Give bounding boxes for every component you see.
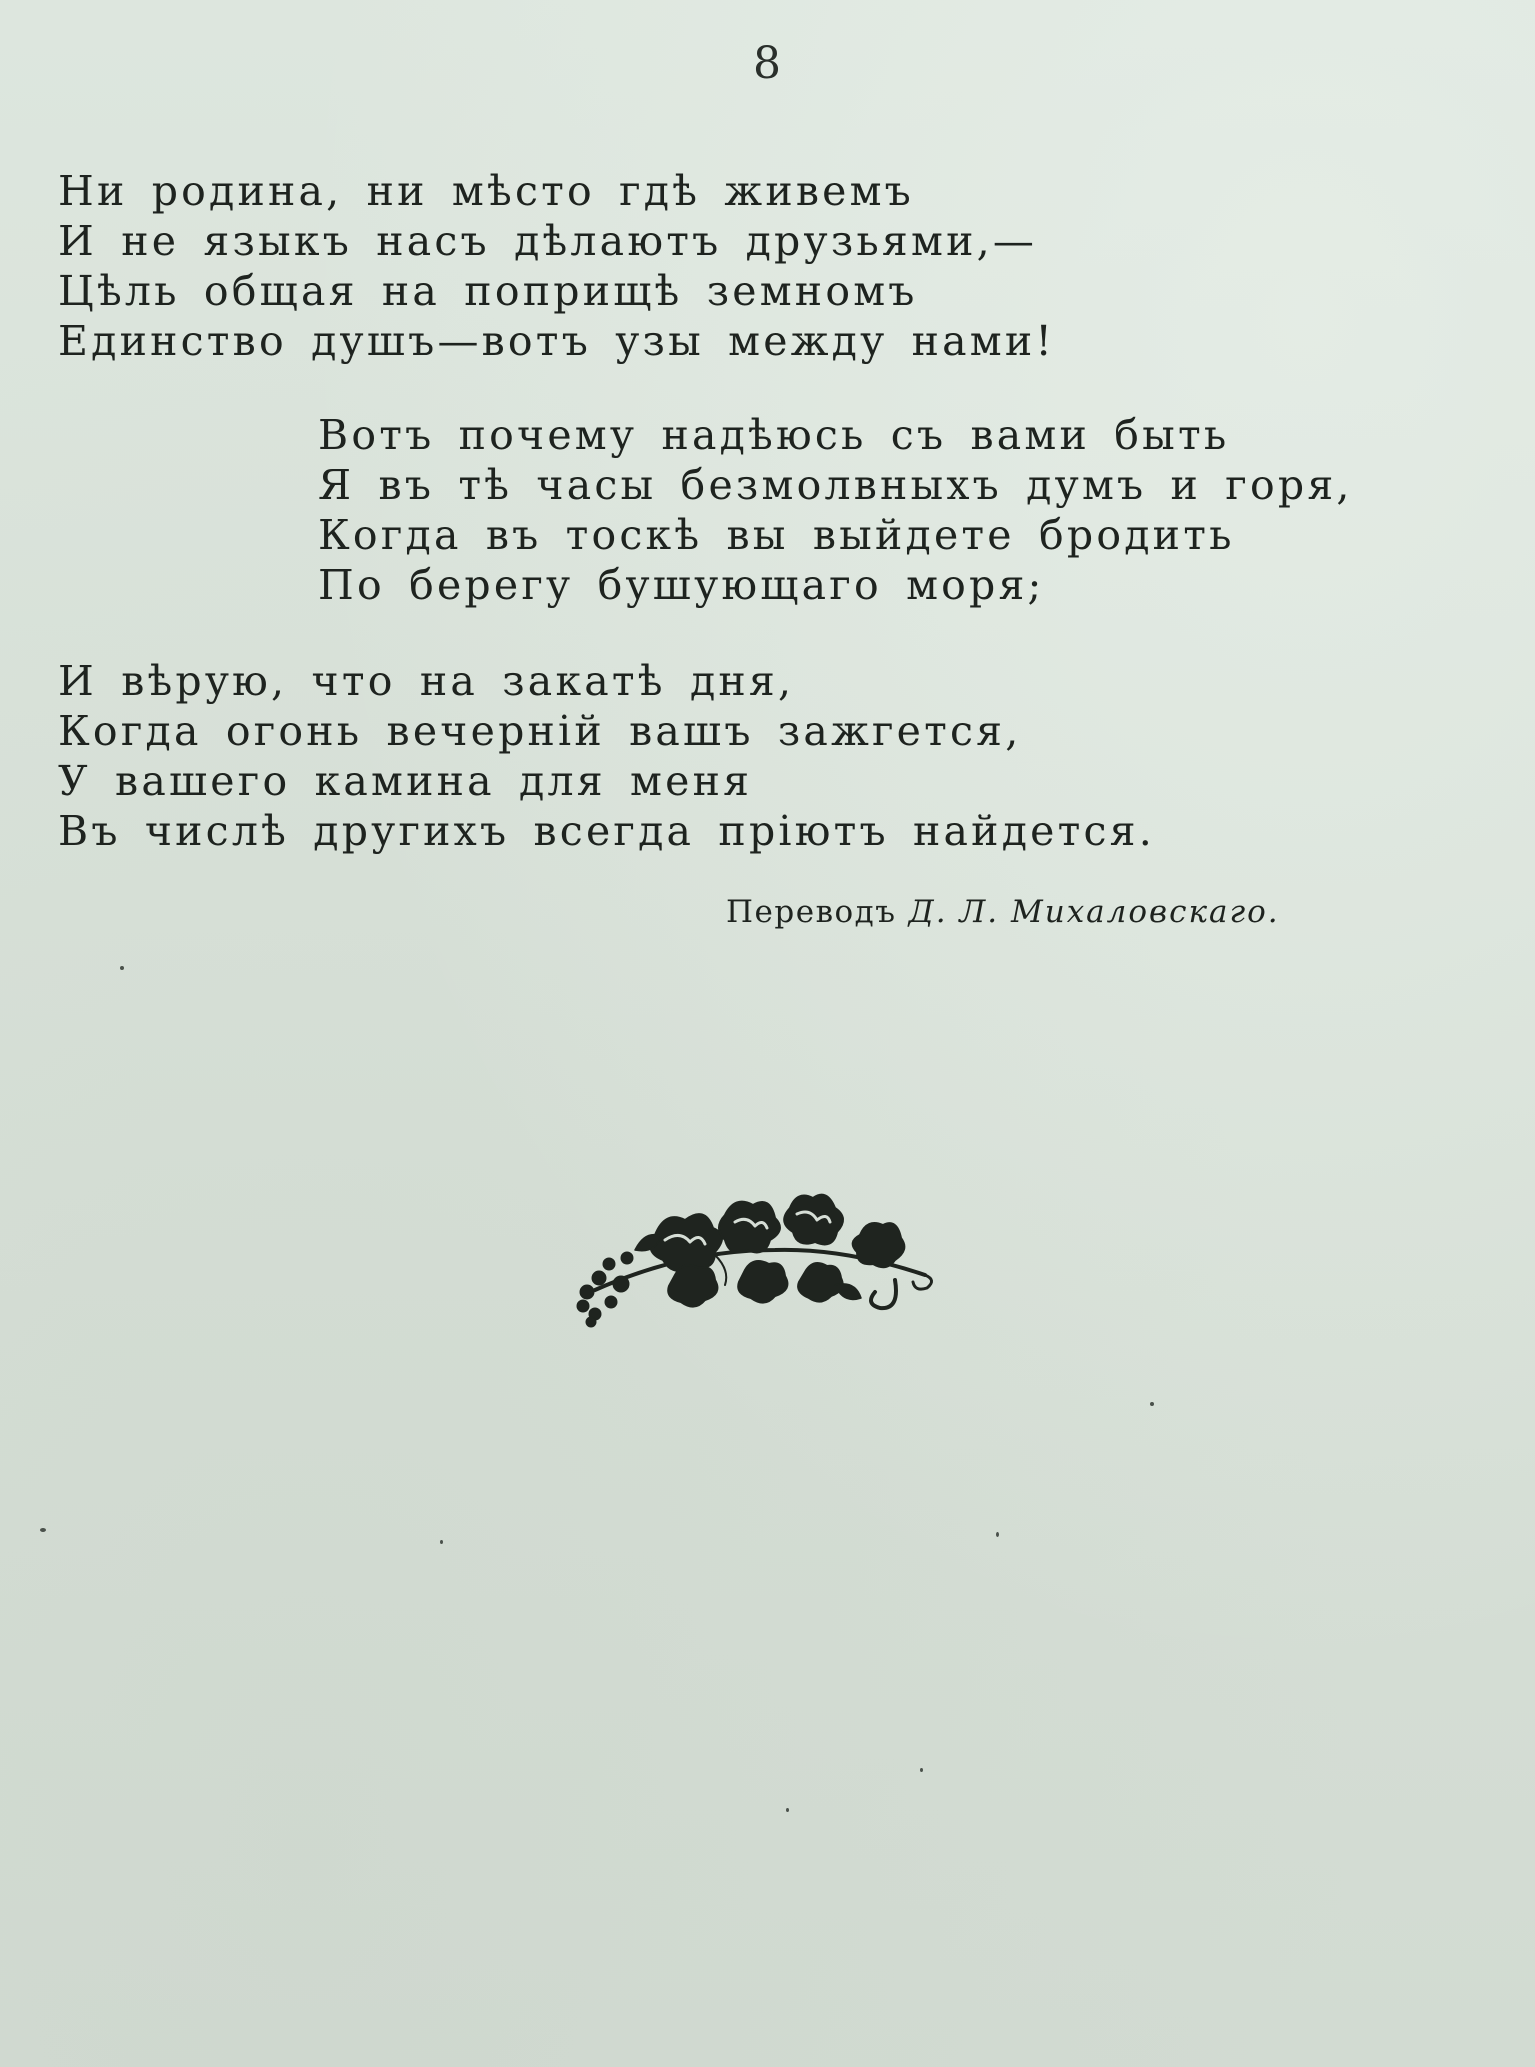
paper-speck [120, 966, 124, 970]
poem-line: Вотъ почему надѣюсь съ вами быть [318, 411, 1230, 459]
paper-speck [920, 1768, 923, 1772]
paper-speck [440, 1540, 443, 1544]
paper-speck [1150, 1402, 1154, 1406]
poem-stanza-1 [58, 166, 1055, 366]
poem-line: Я въ тѣ часы безмолвныхъ думъ и горя, [318, 461, 1353, 509]
poem-stanza-2 [318, 410, 1353, 610]
paper-speck [996, 1532, 999, 1537]
poem-line: И вѣрую, что на закатѣ дня, [58, 657, 795, 705]
attribution-prefix: Переводъ [726, 894, 897, 930]
paper-speck [40, 1528, 46, 1532]
poem-line: Когда въ тоскѣ вы выйдете бродить [318, 511, 1235, 559]
poem-line: Единство душъ—вотъ узы между нами! [58, 317, 1056, 365]
poem-line: И не языкъ насъ дѣлаютъ друзьями,— [58, 217, 1038, 265]
translator-name: Д. Л. Михаловскаго. [908, 894, 1280, 930]
poem-stanza-3 [58, 656, 1155, 856]
translation-attribution [726, 894, 1280, 930]
page-number: 8 [753, 38, 782, 89]
poem-line: Въ числѣ другихъ всегда пріютъ найдется. [58, 807, 1155, 855]
paper-speck [786, 1808, 789, 1812]
poem-line: Когда огонь вечерній вашъ зажгется, [58, 707, 1022, 755]
floral-sprig-icon [565, 1180, 965, 1330]
poem-line: Ни родина, ни мѣсто гдѣ живемъ [58, 167, 914, 215]
poem-line: У вашего камина для меня [58, 757, 753, 805]
poem-line: Цѣль общая на поприщѣ земномъ [58, 267, 918, 315]
poem-line: По берегу бушующаго моря; [318, 561, 1045, 609]
